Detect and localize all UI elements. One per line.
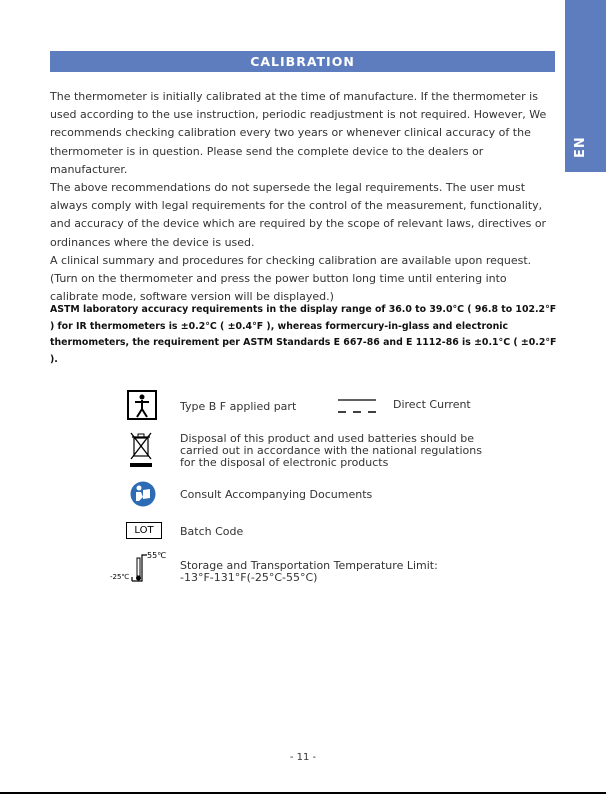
page-number: - 11 - xyxy=(289,752,317,763)
weee-disposal-icon xyxy=(128,430,154,468)
section-title: CALIBRATION xyxy=(250,54,355,69)
body-text xyxy=(50,88,558,306)
type-bf-label: Type B F applied part xyxy=(180,400,297,413)
astm-requirements-note: ASTM laboratory accuracy requirements in the display range of 36.0 to 39.0°C ( 96.8 to 102.2°F ) for IR thermometers is ±0.2°C ( ±0.4°F ), whereas formercury-in-glass and electronic thermometers, the requirement per ASTM Standards E 667-86 and E 1112-86 is ±0.1°C ( ±0.2°F ). xyxy=(50,304,557,365)
direct-current-label: Direct Current xyxy=(393,398,471,411)
lot-icon: LOT xyxy=(126,522,162,539)
paragraph-legal: The above recommendations do not supersede the legal requirements. The user must always comply with legal requirements for the control of the measurement, functionality, and accuracy of the device which are required by the scope of relevant laws, directives or ordinances where the device is used. xyxy=(50,181,547,249)
language-label: EN xyxy=(573,136,588,158)
paragraph-calibration: The thermometer is initially calibrated at the time of manufacture. If the thermometer is used according to the use instruction, periodic readjustment is not required. However, We recommends checking calibration every two years or whenever clinical accuracy of the thermometer is in question. Please send the complete device to the dealers or manufacturer. xyxy=(50,90,547,176)
temperature-low: -25℃ xyxy=(110,573,130,581)
section-header xyxy=(50,51,555,72)
batch-code-label: Batch Code xyxy=(180,525,244,538)
temperature-high: 55℃ xyxy=(147,551,167,560)
disposal-line-1: Disposal of this product and used batteries should be xyxy=(180,432,474,445)
direct-current-icon xyxy=(338,398,378,414)
documents-label: Consult Accompanying Documents xyxy=(180,488,373,501)
language-tab xyxy=(565,0,606,172)
paragraph-clinical-summary: A clinical summary and procedures for checking calibration are available upon request.(Turn on the thermometer and press the power button long time until entering into calibrate mode, software version will be displayed.) xyxy=(50,253,532,304)
disposal-line-2: carried out in accordance with the national regulations xyxy=(180,444,482,457)
consult-documents-icon xyxy=(130,481,156,507)
disposal-line-3: for the disposal of electronic products xyxy=(180,456,389,469)
temperature-line-2: -13°F-131°F(-25°C-55°C) xyxy=(180,571,318,584)
temperature-line-1: Storage and Transportation Temperature Limit: xyxy=(180,559,438,572)
footer-divider xyxy=(0,792,606,794)
type-bf-applied-part-icon xyxy=(127,390,157,420)
